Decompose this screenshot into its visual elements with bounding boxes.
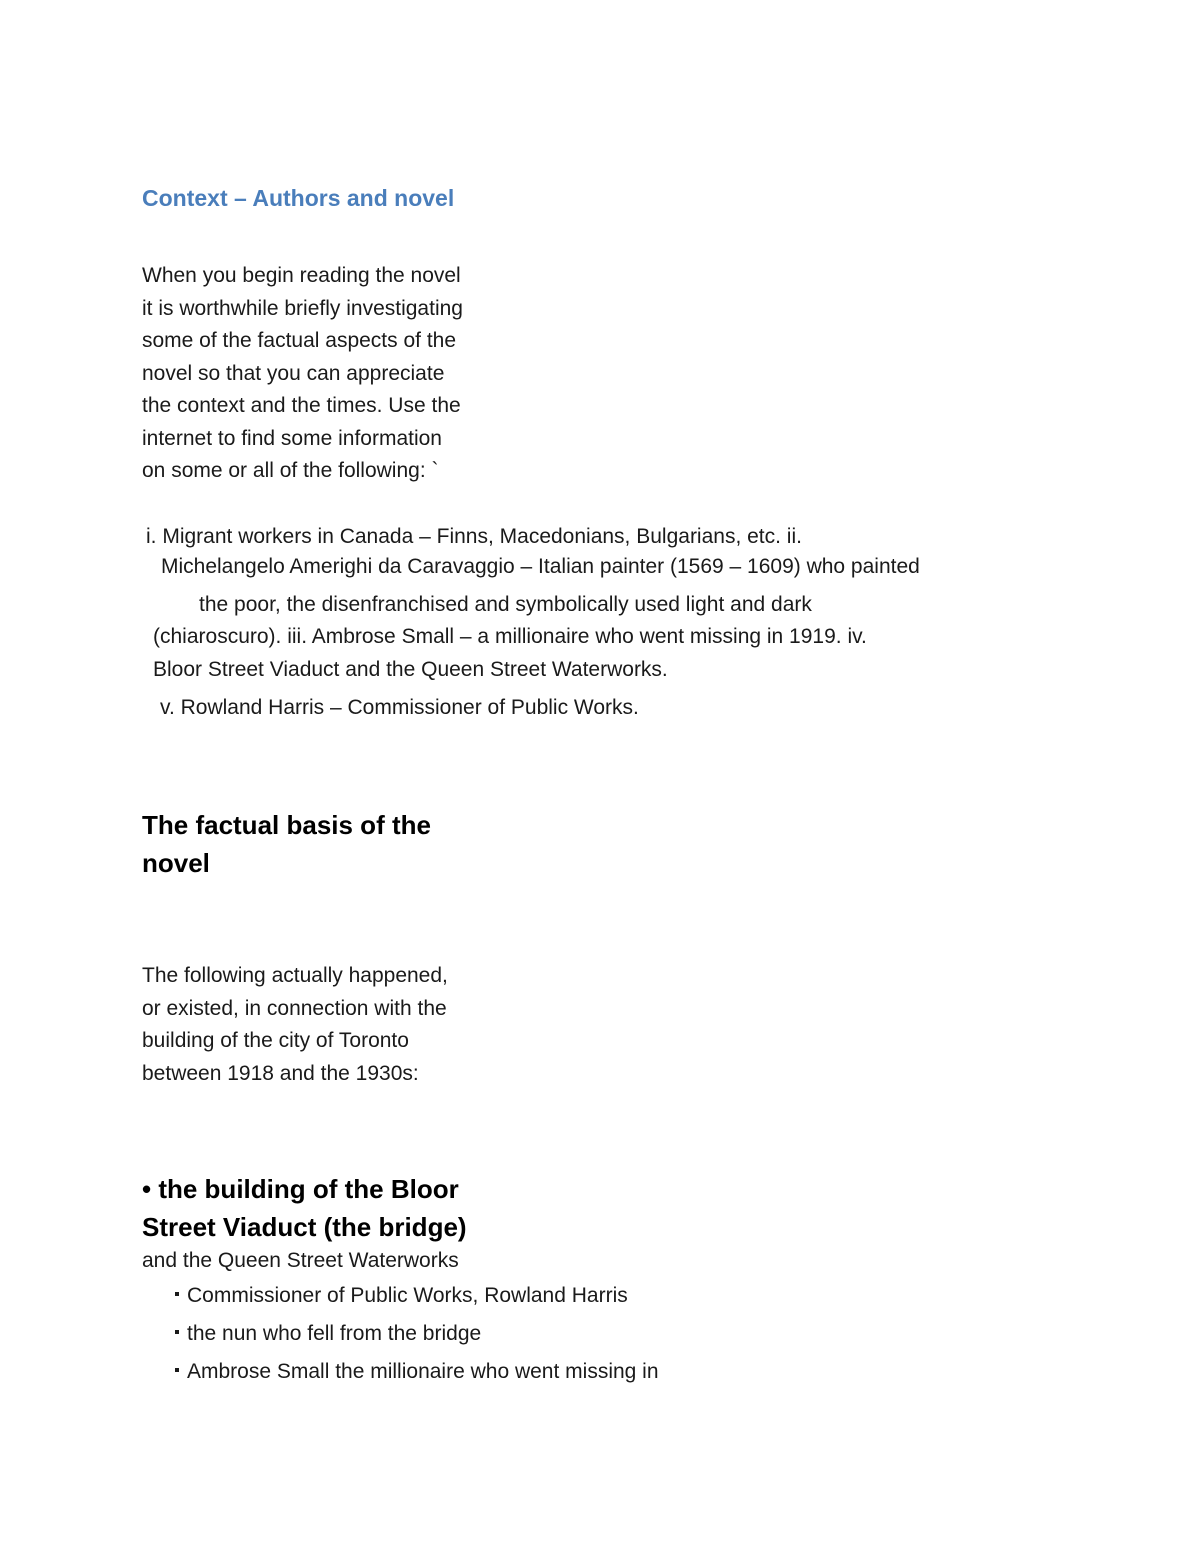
intro-line: internet to find some information <box>142 426 442 450</box>
square-bullet-icon <box>175 1368 179 1372</box>
bloor-viaduct-bullet <box>142 1170 467 1246</box>
factual-line: The following actually happened, <box>142 964 448 987</box>
sub-item-text: the nun who fell from the bridge <box>187 1322 482 1345</box>
heading-line: novel <box>142 848 210 878</box>
context-heading: Context – Authors and novel <box>142 185 455 211</box>
list-line: v. Rowland Harris – Commissioner of Public Works. <box>160 696 639 719</box>
intro-line: novel so that you can appreciate <box>142 361 445 385</box>
intro-line: the context and the times. Use the <box>142 394 461 417</box>
heading-line: The factual basis of the <box>142 810 431 840</box>
bullet-heading-line: Street Viaduct (the bridge) <box>142 1212 467 1242</box>
square-bullet-icon <box>175 1330 179 1334</box>
list-line: (chiaroscuro). iii. Ambrose Small – a millionaire who went missing in 1919. iv. <box>153 625 867 648</box>
list-line: the poor, the disenfranchised and symbolically used light and dark <box>199 593 812 616</box>
bullet-subtext: and the Queen Street Waterworks <box>142 1249 459 1272</box>
sub-item-text: Ambrose Small the millionaire who went missing in <box>187 1360 659 1383</box>
sub-item <box>175 1322 481 1346</box>
intro-paragraph <box>142 260 463 488</box>
intro-line: on some or all of the following: ` <box>142 459 439 482</box>
intro-line: some of the factual aspects of the <box>142 329 457 352</box>
sub-item-text: Commissioner of Public Works, Rowland Harris <box>187 1284 628 1307</box>
factual-line: or existed, in connection with the <box>142 996 447 1020</box>
list-line: i. Migrant workers in Canada – Finns, Macedonians, Bulgarians, etc. ii. <box>146 525 802 548</box>
bullet-heading-line: • the building of the Bloor <box>142 1174 459 1204</box>
sub-item <box>175 1284 628 1308</box>
factual-line: between 1918 and the 1930s: <box>142 1061 419 1085</box>
square-bullet-icon <box>175 1292 179 1296</box>
factual-paragraph <box>142 960 448 1090</box>
factual-line: building of the city of Toronto <box>142 1029 409 1052</box>
list-line: Michelangelo Amerighi da Caravaggio – Italian painter (1569 – 1609) who painted <box>161 555 920 578</box>
intro-line: it is worthwhile briefly investigating <box>142 296 463 320</box>
factual-basis-heading <box>142 806 431 882</box>
sub-item <box>175 1360 659 1384</box>
list-line: Bloor Street Viaduct and the Queen Street Waterworks. <box>153 658 668 681</box>
intro-line: When you begin reading the novel <box>142 264 461 287</box>
